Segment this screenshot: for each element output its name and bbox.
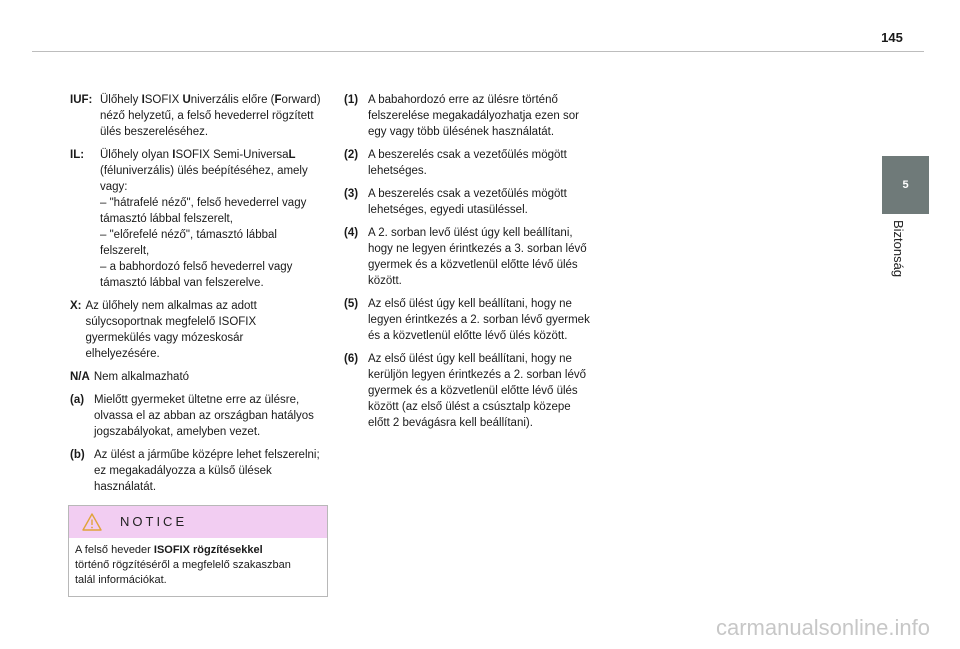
desc-line: gyermek és a közvetlenül előtte lévő ülés <box>368 259 578 271</box>
legend-term: X: <box>70 300 82 312</box>
legend-desc <box>100 92 332 140</box>
desc-line: legyen érintkezés a 2. sorban lévő gyermek <box>368 314 590 326</box>
desc-line: – "hátrafelé néző", felső hevederrel vagy <box>100 197 307 209</box>
footnote-term: (2) <box>344 149 359 161</box>
desc-line: felszerelése megakadályozhatja ezen sor <box>368 110 579 122</box>
legend-iuf <box>70 92 332 140</box>
desc-line: – "előrefelé néző", támasztó lábbal <box>100 229 277 241</box>
desc-line: – a babhordozó felső hevederrel vagy <box>100 261 293 273</box>
legend-a <box>70 392 332 440</box>
watermark[interactable]: carmanualsonline.info <box>715 615 930 640</box>
desc-line: Az első ülést úgy kell beállítani, hogy ne <box>368 353 572 365</box>
desc-line: A beszerelés csak a vezetőülés mögött <box>368 188 567 200</box>
legend-x <box>70 298 332 362</box>
desc-line: olvassa el az abban az országban hatályos <box>94 410 314 422</box>
desc-line: Ülőhely ISOFIX Univerzális előre (Forward) <box>100 94 321 106</box>
notice-title: NOTICE <box>120 514 188 529</box>
notice-link[interactable]: ISOFIX rögzítésekkel <box>153 544 263 556</box>
chapter-label-text: Biztonság <box>891 220 906 278</box>
footnote-desc <box>368 92 602 140</box>
footnote-desc <box>368 351 602 431</box>
desc-line: kerüljön legyen érintkezés a 2. sorban lévő <box>368 369 586 381</box>
desc-line: Mielőtt gyermeket ültetne erre az ülésre, <box>94 394 300 406</box>
desc-line: jogszabályokat, amelyben vezet. <box>94 426 261 438</box>
desc-line: súlycsoportnak megfelelő ISOFIX <box>85 316 257 328</box>
desc-line: ez megakadályozza a külső ülések <box>94 465 272 477</box>
desc-line: ülés beszereléséhez. <box>100 126 209 138</box>
desc-line: Az első ülést úgy kell beállítani, hogy ne <box>368 298 572 310</box>
footnote-desc <box>368 186 602 218</box>
footnote-4 <box>344 225 602 289</box>
footnote-desc <box>368 296 602 344</box>
desc-line: felszerelt, <box>100 245 150 257</box>
footnote-term: (3) <box>344 188 359 200</box>
footnote-1 <box>344 92 602 140</box>
right-column <box>344 92 602 438</box>
desc-line: előtt 2 bevágásra kell beállítani). <box>368 417 533 429</box>
footnote-3 <box>344 186 602 218</box>
notice-line: történő rögzítéséről a megfelelő szakaszban <box>75 559 291 571</box>
desc-line: A 2. sorban levő ülést úgy kell beállítani, <box>368 227 573 239</box>
desc-line: vagy: <box>100 181 128 193</box>
warning-triangle-icon <box>82 513 102 531</box>
footnote-2 <box>344 147 602 179</box>
footnote-term: (6) <box>344 353 359 365</box>
desc-line: néző helyzetű, a felső hevederrel rögzített <box>100 110 314 122</box>
footnote-term: (5) <box>344 298 359 310</box>
desc-line: elhelyezésére. <box>85 348 160 360</box>
notice-body <box>69 538 327 588</box>
desc-line: egy vagy több ülésének használatát. <box>368 126 555 138</box>
legend-term: IUF: <box>70 94 93 106</box>
desc-line: lehetséges, egyedi utasüléssel. <box>368 204 528 216</box>
left-column <box>70 92 332 502</box>
desc-line: támasztó lábbal van felszerelve. <box>100 277 264 289</box>
desc-line: (féluniverzális) ülés beépítéséhez, amely <box>100 165 308 177</box>
desc-line: és a közvetlenül előtte lévő ülés között. <box>368 330 568 342</box>
desc-line: Ülőhely olyan ISOFIX Semi-UniversaL <box>100 149 296 161</box>
page-number: 145 <box>881 30 903 45</box>
desc-line: támasztó lábbal felszerelt, <box>100 213 233 225</box>
notice-header <box>69 506 327 538</box>
chapter-tab[interactable]: 5 <box>882 156 929 214</box>
desc-line: Az ülést a járműbe középre lehet felszerelni; <box>94 449 320 461</box>
legend-desc <box>86 298 333 362</box>
footnote-desc <box>368 147 602 179</box>
desc-line: hogy ne legyen érintkezés a 3. sorban lévő <box>368 243 587 255</box>
legend-desc: Nem alkalmazható <box>93 371 190 383</box>
desc-line: használatát. <box>94 481 157 493</box>
notice-box <box>68 505 328 597</box>
legend-b <box>70 447 332 495</box>
desc-line: között. <box>368 275 402 287</box>
desc-line: A beszerelés csak a vezetőülés mögött <box>368 149 567 161</box>
footnote-term: (1) <box>344 94 359 106</box>
desc-line: Az ülőhely nem alkalmas az adott <box>85 300 257 312</box>
footnote-desc <box>368 225 602 289</box>
desc-line: között (az első ülést a csúsztalp közepe <box>368 401 571 413</box>
legend-desc <box>94 392 332 440</box>
desc-line: gyermekülés vagy mózeskosár <box>85 332 244 344</box>
notice-line: A felső heveder ISOFIX rögzítésekkel <box>75 544 263 556</box>
legend-term: (b) <box>70 449 85 461</box>
legend-term: N/A <box>70 371 90 383</box>
chapter-label <box>883 220 929 320</box>
top-rule <box>32 51 924 52</box>
desc-line: gyermek és a közvetlenül előtte lévő ülés <box>368 385 578 397</box>
footnote-5 <box>344 296 602 344</box>
footnote-term: (4) <box>344 227 359 239</box>
legend-il <box>70 147 332 291</box>
legend-desc <box>94 447 332 495</box>
legend-desc <box>100 147 332 291</box>
footnote-6 <box>344 351 602 431</box>
legend-na <box>70 369 332 385</box>
desc-line: A babahordozó erre az ülésre történő <box>368 94 558 106</box>
desc-line: lehetséges. <box>368 165 427 177</box>
legend-term: (a) <box>70 394 85 406</box>
legend-term: IL: <box>70 149 85 161</box>
notice-line: talál információkat. <box>75 574 167 586</box>
